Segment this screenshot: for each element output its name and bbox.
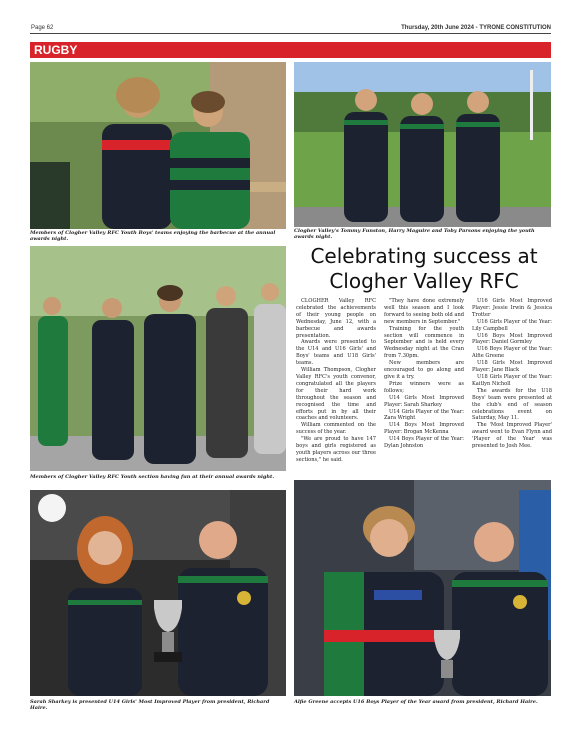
paragraph: U16 Boys Player of the Year: Alfie Greene xyxy=(472,346,552,360)
caption-photo-alfie-greene: Alfie Greene accepts U16 Boys Player of the Year award from president, Richard Haire. xyxy=(294,699,538,705)
paragraph: U16 Boys Most Improved Player: Daniel Gormley xyxy=(472,332,552,346)
paragraph: CLOGHER Valley RFC celebrated the achievements of their young people on Wednesday, June 12, with a barbecue and awards presentation. xyxy=(296,298,376,339)
article-column-2 xyxy=(384,298,464,450)
paragraph: U14 Girls Player of the Year: Zara Wright xyxy=(384,408,464,422)
page-number: Page 62 xyxy=(31,25,54,31)
paragraph: U14 Girls Most Improved Player: Sarah Sharkey xyxy=(384,394,464,408)
paragraph: The awards for the U18 Boys' team were presented at the club's end of season celebrations event on Saturday, May 11. xyxy=(472,387,552,422)
article-column-1 xyxy=(296,298,376,464)
photo-barbecue xyxy=(30,62,286,229)
paragraph: U14 Boys Player of the Year: Dylan Johnston xyxy=(384,436,464,450)
headline-line-1: Celebrating success at xyxy=(310,244,538,268)
paragraph: "We are proud to have 147 boys and girls registered as youth players across our three sections," he said. xyxy=(296,436,376,463)
paragraph: William Thompson, Clogher Valley RFC's youth convenor, congratulated all the players for their hard work throughout the season and recognised the time and efforts put in by all their coaches and volunteers. xyxy=(296,367,376,422)
article-headline xyxy=(296,244,552,294)
header-rule xyxy=(30,33,551,34)
caption-photo-three-players: Clogher Valley's Tommy Funston, Harry Maguire and Toby Parsons enjoying the youth awards night. xyxy=(294,228,535,240)
paragraph: "They have done extremely well this season and I look forward to seeing both old and new members in September." xyxy=(384,298,464,325)
photo-youth-section xyxy=(30,246,286,471)
photo-three-players xyxy=(294,62,551,227)
caption-photo-barbecue: Members of Clogher Valley RFC Youth Boys' teams enjoying the barbecue at the annual awards night. xyxy=(30,230,276,242)
caption-photo-sarah-sharkey: Sarah Sharkey is presented U14 Girls' Most Improved Player from president, Richard Haire. xyxy=(30,699,270,711)
photo-alfie-greene xyxy=(294,480,551,696)
paragraph: William commented on the success of the year. xyxy=(296,422,376,436)
paragraph: New members are encouraged to go along and give it a try. xyxy=(384,360,464,380)
photo-sarah-sharkey xyxy=(30,490,286,696)
article-column-3 xyxy=(472,298,552,450)
paragraph: The 'Most Improved Player' award went to Evan Flynn and 'Player of the Year' was presented to Josh Mee. xyxy=(472,422,552,450)
paragraph: Prize winners were as follows; xyxy=(384,380,464,394)
paragraph: U18 Girls Most Improved Player: Jane Black xyxy=(472,360,552,374)
headline-line-2: Clogher Valley RFC xyxy=(329,269,519,293)
paragraph: Training for the youth section will commence in September and is held every Wednesday night at the Cran from 7.30pm. xyxy=(384,325,464,360)
paragraph: U14 Boys Most Improved Player: Brogan McKenna xyxy=(384,422,464,436)
section-banner: RUGBY xyxy=(30,42,551,58)
dateline: Thursday, 20th June 2024 - TYRONE CONSTITUTION xyxy=(401,25,551,31)
paragraph: U16 Girls Most Improved Player: Jessie Irwin & Jessica Trotter xyxy=(472,298,552,318)
caption-photo-youth-section: Members of Clogher Valley RFC Youth section having fun at their annual awards night. xyxy=(30,474,275,480)
paragraph: Awards were presented to the U14 and U16 Girls' and Boys' teams and U18 Girls' teams. xyxy=(296,339,376,367)
paragraph: U16 Girls Player of the Year: Lily Campbell xyxy=(472,318,552,332)
paragraph: U18 Girls Player of the Year: Kaitlyn Nicholl xyxy=(472,373,552,387)
